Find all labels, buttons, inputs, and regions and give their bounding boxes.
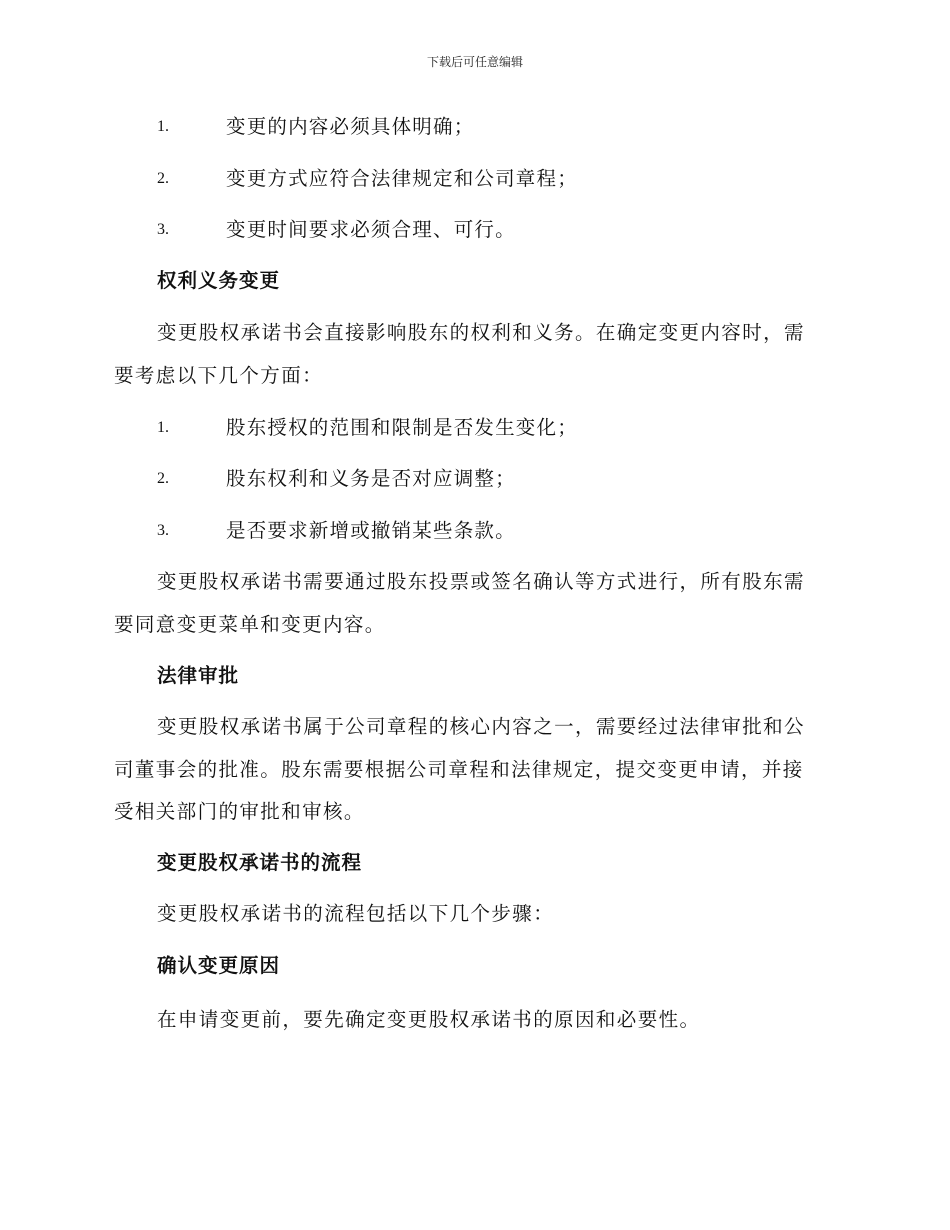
list-text: 是否要求新增或撤销某些条款。 (226, 519, 516, 542)
list-number: 3. (157, 221, 169, 238)
page-header-note: 下载后可任意编辑 (426, 55, 523, 69)
paragraph-line: 变更股权承诺书会直接影响股东的权利和义务。在确定变更内容时，需 (157, 321, 805, 344)
list-text: 变更时间要求必须合理、可行。 (226, 218, 516, 241)
list-text: 股东权利和义务是否对应调整； (226, 467, 516, 490)
list-text: 股东授权的范围和限制是否发生变化； (226, 416, 578, 439)
list-number: 2. (157, 470, 169, 487)
paragraph-line: 受相关部门的审批和审核。 (114, 800, 365, 823)
section-heading-legal: 法律审批 (157, 664, 240, 687)
section-heading-process: 变更股权承诺书的流程 (157, 851, 363, 874)
list-number: 2. (157, 170, 169, 187)
section-heading-reason: 确认变更原因 (157, 954, 281, 977)
section-heading-rights: 权利义务变更 (157, 269, 281, 292)
paragraph-line: 要考虑以下几个方面： (114, 364, 324, 387)
list-text: 变更方式应符合法律规定和公司章程； (226, 167, 578, 190)
paragraph-line: 变更股权承诺书需要通过股东投票或签名确认等方式进行，所有股东需 (157, 570, 805, 593)
paragraph-line: 在申请变更前，要先确定变更股权承诺书的原因和必要性。 (157, 1008, 701, 1031)
paragraph-line: 司董事会的批准。股东需要根据公司章程和法律规定，提交变更申请，并接 (114, 758, 804, 781)
list-number: 3. (157, 522, 169, 539)
paragraph-line: 变更股权承诺书的流程包括以下几个步骤： (157, 902, 555, 925)
paragraph-line: 变更股权承诺书属于公司章程的核心内容之一，需要经过法律审批和公 (157, 715, 805, 738)
list-number: 1. (157, 118, 169, 135)
list-number: 1. (157, 419, 169, 436)
paragraph-line: 要同意变更菜单和变更内容。 (114, 613, 386, 636)
list-text: 变更的内容必须具体明确； (226, 115, 475, 138)
